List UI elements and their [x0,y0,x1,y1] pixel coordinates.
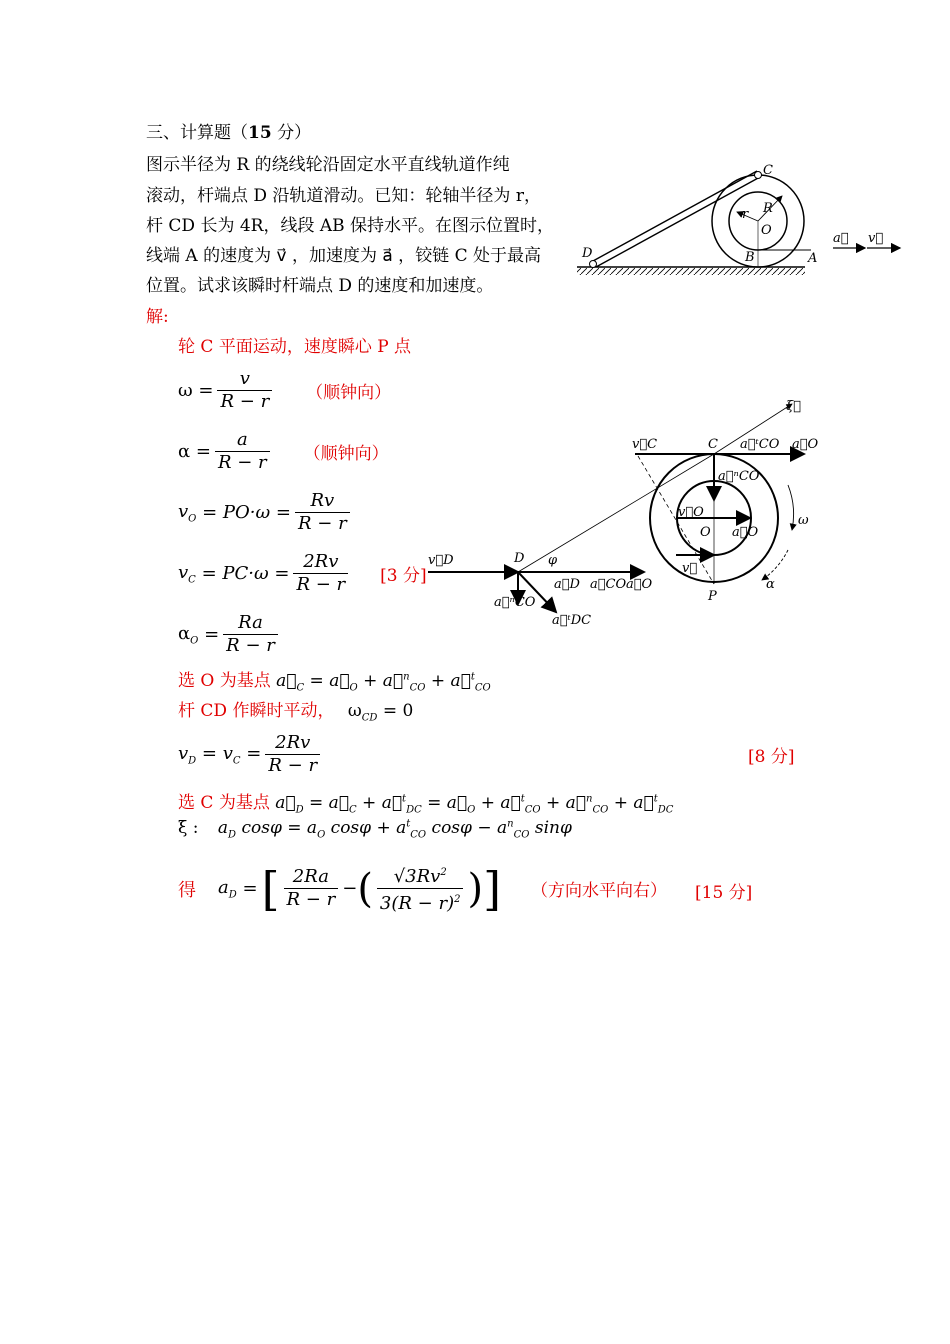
eq-vd: $v_D = v_C$ = $\frac{2Rv}{R - r}$ [178,732,324,777]
rod-cd-lower [596,177,760,267]
label-xi: ξ⃗ [786,399,801,414]
fig1-label-R: R [763,201,773,216]
label-acot: a⃗ᵗCO [740,437,780,452]
eq-vo: $v_O$ = PO·ω = $\frac{Rv}{R - r}$ [178,490,354,535]
eq-omega: ω = $\frac{v}{R - r}$ （顺钟向） [178,368,392,412]
score-8: [8 分] [748,747,795,767]
problem-line-5: 位置。试求该瞬时杆端点 D 的速度和加速度。 [146,276,494,296]
label-c: C [708,437,718,452]
label-vc: v⃗C [632,437,658,452]
eq-omega-cd: 杆 CD 作瞬时平动， $\omega_{CD} = 0$ [178,701,414,724]
section-title: 三、计算题（15 分） [146,123,312,143]
fig1-label-r: r [742,207,749,222]
label-ao-mid: a⃗O [732,525,759,540]
label-ao-d: a⃗O [626,577,653,592]
label-d: D [514,551,525,566]
label-phi: φ [548,553,558,568]
label-vo: v⃗O [678,505,704,520]
pin-d [590,261,597,268]
solution-step-1: 轮 C 平面运动，速度瞬心 P 点 [178,337,412,357]
problem-line-2: 滚动，杆端点 D 沿轨道滑动。已知：轮轴半径为 r， [146,186,541,206]
problem-line-3: 杆 CD 长为 4R，线段 AB 保持水平。在图示位置时， [146,216,555,236]
eq-xi-projection: ξ : $a_D$ $\cos\varphi = a_O$ $\cos\varphi + a^t_{CO}$ $\cos\varphi - a^n_{CO}$ sinφ [178,818,572,841]
fig1-label-c: C [763,163,773,178]
eq-alpha-o: $\alpha_O$ = $\frac{Ra}{R - r}$ [178,612,282,657]
eq-base-c: 选 C 为基点 $a⃗_D$ = $a⃗_C$ + a⃗$^t_{DC}$ = $a⃗_O$ + a⃗$^t_{CO}$ + a⃗$^n_{CO}$ + a⃗$^t_{DC}$ [178,793,674,816]
eq-alpha: α = $\frac{a}{R - r}$ （顺钟向） [178,429,389,473]
fig1-label-a-point: A [808,251,818,266]
label-ao-top: a⃗O [792,437,819,452]
solution-figure [420,390,840,630]
label-o: O [700,525,711,540]
fig1-label-a-vec: a⃗ [833,231,849,246]
fig1-label-d: D [582,246,593,261]
label-aco-d: a⃗CO [590,577,627,592]
ground-hatch [577,268,805,275]
fig1-label-o: O [761,223,772,238]
label-alpha: α [766,577,775,592]
fig1-label-v-vec: v⃗ [868,231,884,246]
label-v: v⃗ [682,561,698,576]
label-acon-c: a⃗ⁿCO [718,469,760,484]
fig1-label-b: B [745,250,755,265]
label-p: P [708,589,717,604]
label-vd: v⃗D [428,553,454,568]
rod-cd-upper [593,171,757,261]
label-acon-d: a⃗ⁿCO [494,595,536,610]
eq-base-o: 选 O 为基点 $a⃗_C$ = $a⃗_O$ + a⃗$^n_{CO}$ + a⃗$^t_{CO}$ [178,671,491,694]
eq-ad-result: 得 $a_D$ = [ $\frac{2Ra}{R - r}$ − ( $\frac{√3Rv^2}{3(R - r)^2}$ ) ] （方向水平向右） [178,861,668,916]
pin-c [755,172,762,179]
problem-line-1: 图示半径为 R 的绕线轮沿固定水平直线轨道作纯 [146,155,510,175]
label-ad: a⃗D [554,577,580,592]
score-15: [15 分] [695,883,753,903]
label-adct: a⃗ᵗDC [552,613,592,628]
omega-arc [788,485,794,530]
label-omega: ω [798,513,809,528]
solution-label: 解: [146,307,169,327]
eq-vc: $v_C$ = PC·ω = $\frac{2Rv}{R - r}$ [3 分] [178,551,427,595]
problem-line-4: 线端 A 的速度为 v⃗ ，加速度为 a⃗ ，铰链 C 处于最高 [146,246,541,266]
problem-figure [575,160,915,280]
